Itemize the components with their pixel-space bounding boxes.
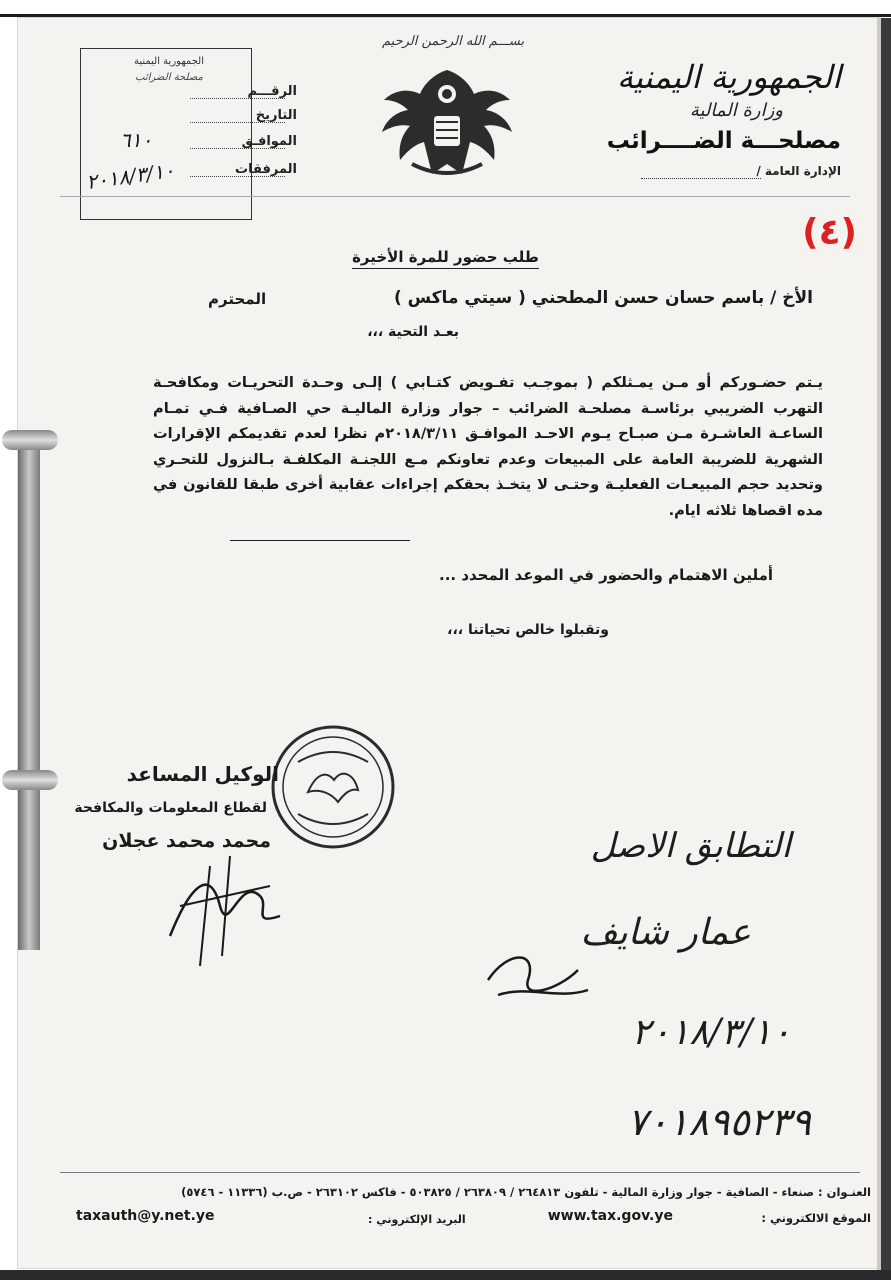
number-label: الرقـــم bbox=[247, 84, 297, 99]
website-label: الموقع الالكتروني : bbox=[761, 1211, 871, 1225]
handwritten-certification: التطابق الاصل bbox=[590, 826, 791, 866]
footer-address: العنـوان : صنعاء - الصافية - جوار وزارة المالية - تلفون ٢٦٤٨١٣ / ٢٦٣٨٠٩ / ٥٠٣٨٢٥ - فاكس ٢٦٣١٠٢ - ص.ب (١١٣٣٦ - ٥٧٤٦) bbox=[181, 1185, 871, 1199]
page-marker: (٤) bbox=[802, 212, 857, 253]
handwritten-name: عمار شايف bbox=[580, 912, 751, 953]
handwritten-signature-icon bbox=[478, 940, 598, 1014]
ministry-name: وزارة المالية bbox=[689, 100, 783, 121]
official-seal-icon bbox=[268, 722, 398, 852]
stamp-title: الجمهورية اليمنية bbox=[133, 56, 204, 67]
scan-bottom-edge bbox=[0, 1270, 891, 1280]
date-line bbox=[190, 122, 285, 123]
eagle-emblem-icon bbox=[372, 64, 522, 188]
republic-name: الجمهورية اليمنية bbox=[616, 58, 841, 96]
signature-scribble-icon bbox=[150, 846, 300, 980]
date-label: التاريخ bbox=[255, 108, 297, 123]
scan-top-border bbox=[0, 14, 891, 17]
department-dotted-line bbox=[641, 178, 761, 179]
closing-request: أملين الاهتمام والحضور في الموعد المحدد ... bbox=[439, 566, 773, 584]
website-link[interactable]: www.tax.gov.ye bbox=[547, 1208, 673, 1224]
header-separator bbox=[60, 196, 850, 197]
email-link[interactable]: taxauth@y.net.ye bbox=[76, 1208, 215, 1224]
authority-name: مصلحـــة الضــــرائب bbox=[606, 128, 841, 154]
body-underline bbox=[230, 540, 410, 541]
subject-text: طلب حضور للمرة الأخيرة bbox=[352, 248, 539, 269]
signatory-title: الوكيل المساعد bbox=[126, 762, 279, 786]
respect-title: المحترم bbox=[208, 290, 267, 308]
binder-clip bbox=[0, 430, 58, 950]
greeting: بعـد التحية ،،، bbox=[367, 324, 459, 340]
addressee: الأخ / باسم حسان حسن المطحني ( سيتي ماكس ) bbox=[393, 288, 813, 308]
reference-number: ٦١٠ bbox=[120, 128, 153, 152]
attachments-line bbox=[190, 176, 285, 177]
handwritten-date: ٢٠١٨/٣/١٠ bbox=[631, 1012, 791, 1053]
signatory-department: لقطاع المعلومات والمكافحة bbox=[74, 800, 267, 816]
footer-separator bbox=[60, 1172, 860, 1173]
letter-body: يـتم حضـوركم أو مـن يمـثلكم ( بموجـب تفـويض كتـابي ) إلـى وحـدة التحريـات ومكافحـة التهرب الضريبي برئاسـة مصلحـة الضرائب – جوار وزارة الماليـة حي الصـافية فـي تمـام الساعـة العاشـرة مـن صبـاح يـوم الاحـد الموافـق ٢٠١٨/٣/١١م نظرا لعدم تقديمكم الإقرارات الشهرية للضريبة العامة على المبيعات وعدم تعاونكم مـع اللجنـة المكلفـة بـالنزول للتحـري وتحديد حجم المبيعـات الفعليـة وحتـى لا يتخـذ بحقكم إجراءات عقابية أخرى طبقا للقانون في مده اقصاها ثلاثه ايام. bbox=[153, 374, 823, 519]
reference-date: ٢٠١٨/٣/١٠ bbox=[84, 157, 176, 195]
corresponding-line bbox=[190, 148, 285, 149]
stamp-subtitle: مصلحة الضرائب bbox=[135, 72, 203, 83]
attachments-label: المرفقات bbox=[235, 162, 297, 177]
corresponding-label: الموافـق bbox=[241, 134, 297, 149]
bismillah: بســـم الله الرحمن الرحيم bbox=[382, 34, 525, 49]
scan-right-edge bbox=[881, 18, 891, 1280]
closing-regards: وتقبلوا خالص تحياتنا ،،، bbox=[447, 622, 609, 638]
email-label: البريد الإلكتروني : bbox=[368, 1213, 466, 1226]
signatory-name: محمد محمد عجلان bbox=[102, 830, 271, 852]
department-label: الإدارة العامة / bbox=[756, 164, 841, 178]
subject-line bbox=[0, 248, 891, 266]
handwritten-phone: ٧٠١٨٩٥٢٣٩ bbox=[627, 1100, 811, 1144]
number-line bbox=[190, 98, 285, 99]
